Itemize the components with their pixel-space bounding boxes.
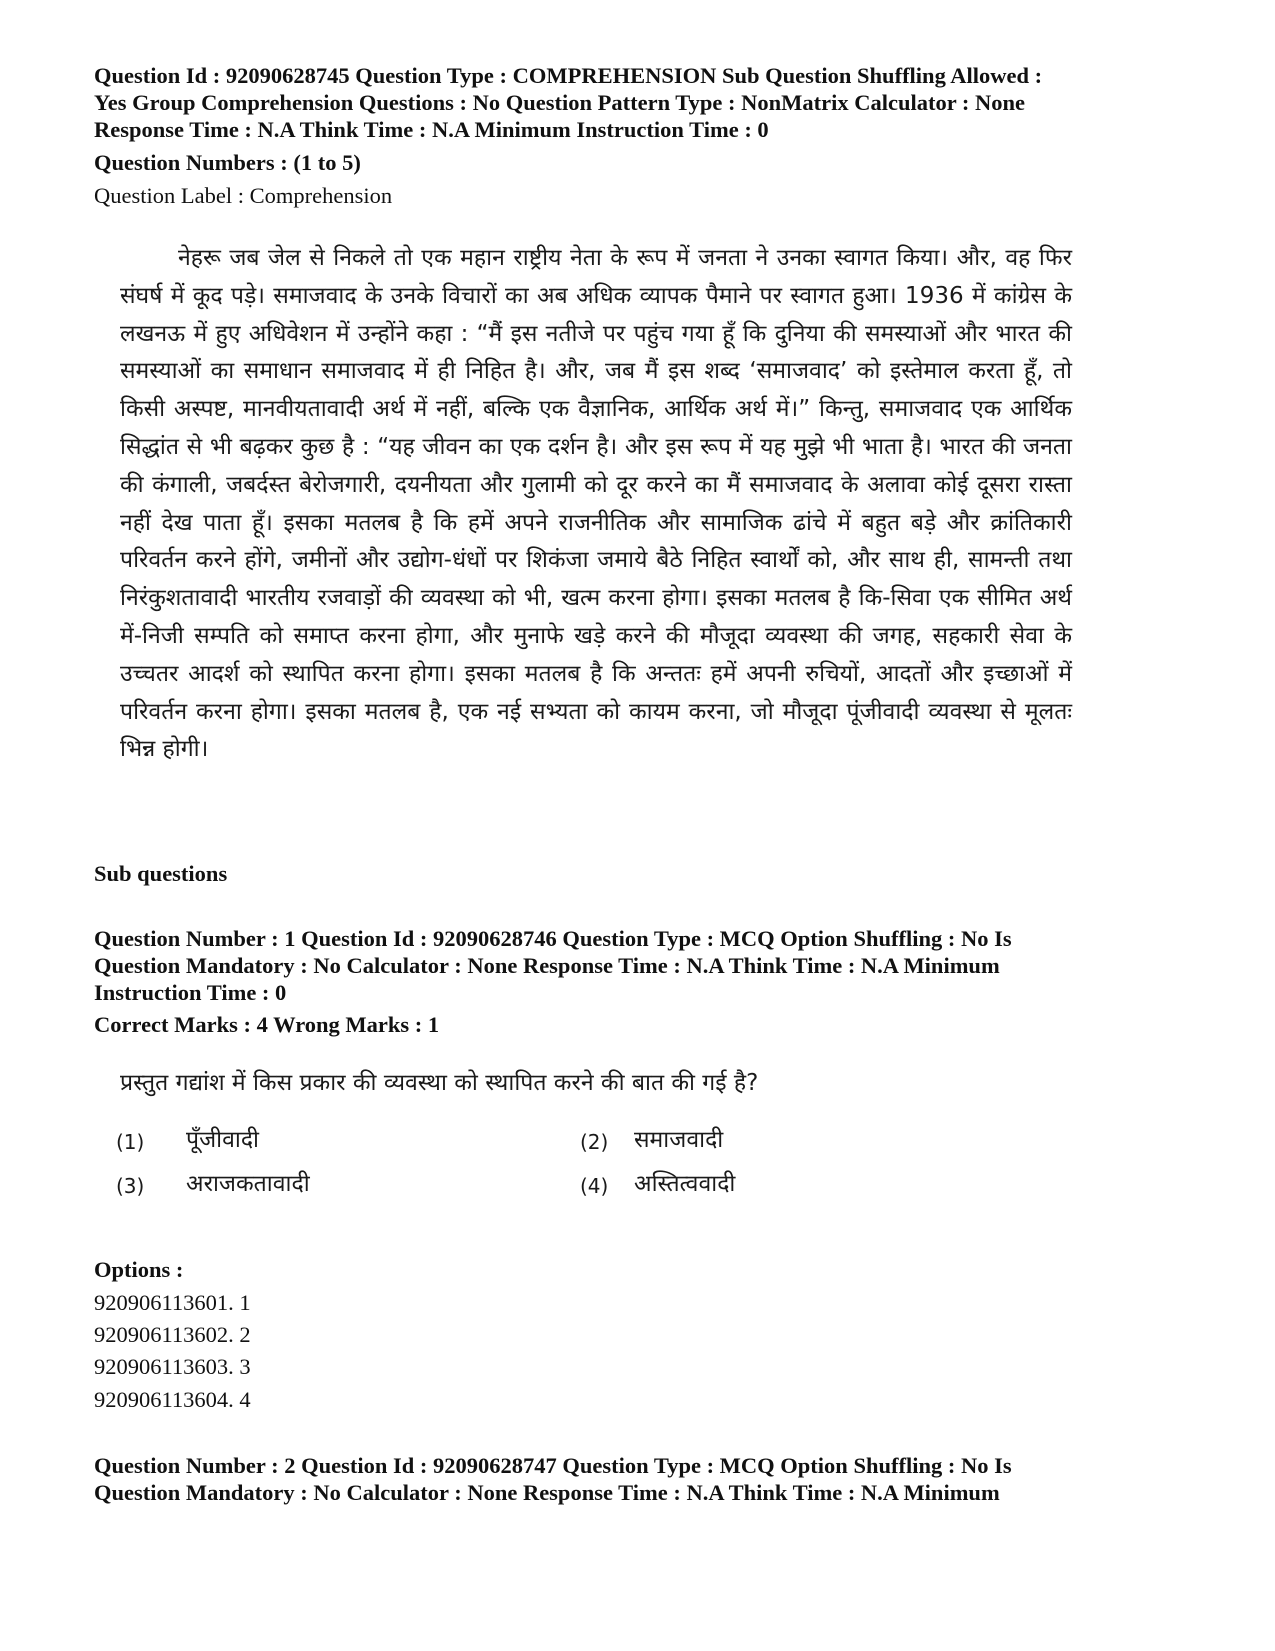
- option-line: 920906113602. 2: [94, 1322, 251, 1347]
- choice-number: (4): [580, 1174, 609, 1198]
- question-label: Question Label : Comprehension: [94, 183, 393, 208]
- option-line: 920906113604. 4: [94, 1387, 251, 1412]
- comprehension-header-line-1: Question Id : 92090628745 Question Type : COMPREHENSION Sub Question Shuffling Allowed :: [94, 63, 1043, 88]
- options-heading: Options :: [94, 1257, 184, 1282]
- comprehension-header-line-2: Yes Group Comprehension Questions : No Question Pattern Type : NonMatrix Calculator : None: [94, 90, 1026, 115]
- q1-header-line-2: Question Mandatory : No Calculator : None Response Time : N.A Think Time : N.A Minimum: [94, 953, 1000, 978]
- choice-text: अराजकतावादी: [186, 1171, 310, 1197]
- q1-question-text: प्रस्तुत गद्यांश में किस प्रकार की व्यवस्था को स्थापित करने की बात की गई है?: [120, 1070, 759, 1096]
- choice-number: (3): [116, 1174, 145, 1198]
- sub-questions-heading: Sub questions: [94, 861, 228, 886]
- comprehension-header-line-3: Response Time : N.A Think Time : N.A Minimum Instruction Time : 0: [94, 117, 769, 142]
- comprehension-passage: नेहरू जब जेल से निकले तो एक महान राष्ट्रीय नेता के रूप में जनता ने उनका स्वागत किया। और, वह फिर संघर्ष में कूद पड़े। समाजवाद के उनके विचारों का अब अधिक व्यापक पैमाने पर स्वागत हुआ। 1936 में कांग्रेस के लखनऊ में हुए अधिवेशन में उन्होंने कहा : “मैं इस नतीजे पर पहुंच गया हूँ कि दुनिया की समस्याओं और भारत की समस्याओं का समाधान समाजवाद में ही निहित है। और, जब मैं इस शब्द ‘समाजवाद’ को इस्तेमाल करता हूँ, तो किसी अस्पष्ट, मानवीयतावादी अर्थ में नहीं, बल्कि एक वैज्ञानिक, आर्थिक अर्थ में।” किन्तु, समाजवाद एक आर्थिक सिद्धांत से भी बढ़कर कुछ है : “यह जीवन का एक दर्शन है। और इस रूप में यह मुझे भी भाता है। भारत की जनता की कंगाली, जबर्दस्त बेरोजगारी, दयनीयता और गुलामी को दूर करने का मैं समाजवाद के अलावा कोई दूसरा रास्ता नहीं देख पाता हूँ। इसका मतलब है कि हमें अपने राजनीतिक और सामाजिक ढांचे में बहुत बड़े और क्रांतिकारी परिवर्तन करने होंगे, जमीनों और उद्योग-धंधों पर शिकंजा जमाये बैठे निहित स्वार्थों को, और साथ ही, सामन्ती तथा निरंकुशतावादी भारतीय रजवाड़ों की व्यवस्था को भी, खत्म करना होगा। इसका मतलब है कि-सिवा एक सीमित अर्थ में-निजी सम्पति को समाप्त करना होगा, और मुनाफे खड़े करने की मौजूदा व्यवस्था की जगह, सहकारी सेवा के उच्चतर आदर्श को स्थापित करना होगा। इसका मतलब है कि अन्ततः हमें अपनी रुचियों, आदतों और इच्छाओं में परिवर्तन करना होगा। इसका मतलब है, एक नई सभ्यता को कायम करना, जो मौजूदा पूंजीवादी व्यवस्था से मूलतः भिन्न होगी।: [120, 245, 1072, 763]
- choice-number: (1): [116, 1130, 145, 1154]
- q1-marks: Correct Marks : 4 Wrong Marks : 1: [94, 1012, 440, 1037]
- choice-text: अस्तित्ववादी: [634, 1171, 736, 1197]
- q1-header-line-1: Question Number : 1 Question Id : 92090628746 Question Type : MCQ Option Shuffling : No Is: [94, 926, 1012, 951]
- option-line: 920906113601. 1: [94, 1290, 251, 1315]
- question-numbers: Question Numbers : (1 to 5): [94, 150, 361, 175]
- q1-header-line-3: Instruction Time : 0: [94, 980, 287, 1005]
- choice-text: समाजवादी: [634, 1127, 724, 1153]
- choice-text: पूँजीवादी: [186, 1127, 260, 1153]
- choice-number: (2): [580, 1130, 609, 1154]
- q2-header-line-2: Question Mandatory : No Calculator : None Response Time : N.A Think Time : N.A Minimum: [94, 1480, 1000, 1505]
- option-line: 920906113603. 3: [94, 1354, 251, 1379]
- q2-header-line-1: Question Number : 2 Question Id : 92090628747 Question Type : MCQ Option Shuffling : No Is: [94, 1453, 1012, 1478]
